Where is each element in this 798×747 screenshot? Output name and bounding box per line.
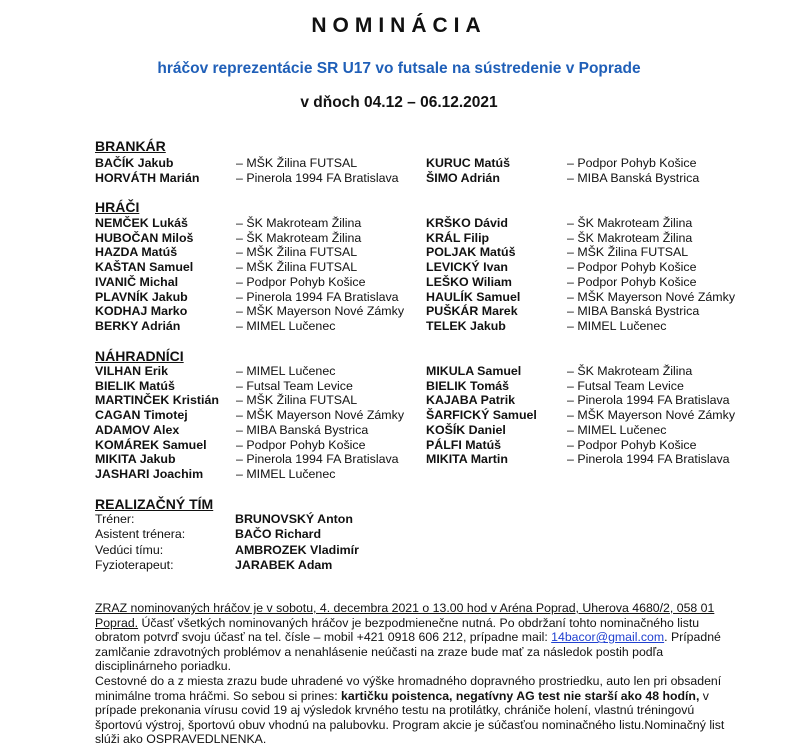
player-name: POLJAK Matúš (426, 245, 516, 260)
document-title: NOMINÁCIA (311, 14, 487, 37)
player-name: ŠARFICKÝ Samuel (426, 408, 537, 423)
player-club: – MIMEL Lučenec (236, 364, 336, 378)
staff-name: JARABEK Adam (235, 557, 333, 572)
player-club: – MIMEL Lučenec (236, 466, 336, 481)
player-name: KOŠÍK Daniel (426, 422, 506, 437)
player-club: – MŠK Mayerson Nové Zámky (236, 304, 405, 319)
staff-name: AMBROZEK Vladimír (235, 542, 359, 557)
player-name: LEŠKO Wiliam (426, 274, 512, 289)
player-name: PÁLFI Matúš (426, 437, 502, 452)
player-name: PUŠKÁR Marek (426, 304, 518, 319)
player-name: KOMÁREK Samuel (95, 437, 207, 452)
player-name: HUBOČAN Miloš (95, 230, 194, 245)
player-club: – MŠK Mayerson Nové Zámky (567, 289, 736, 304)
travel-text: Cestovné do a z miesta zrazu bude uhradené vo výške hromadného dopravného prostriedku, auto len pri obsadení minimálne troma hráčmi. So sebou si prines: (95, 673, 722, 703)
player-club: – Podpor Pohyb Košice (567, 437, 697, 452)
player-name: NEMČEK Lukáš (95, 216, 188, 230)
staff-role: Asistent trénera: (95, 527, 186, 542)
player-club: – MIBA Banská Bystrica (236, 422, 369, 437)
meeting-info: ZRAZ nominovaných hráčov je v sobotu, 4. decembra 2021 o 13.00 hod v Aréna Poprad, Uherova 4680/2, 058 01 Poprad. (95, 601, 715, 630)
staff-role: Fyzioterapeut: (95, 557, 174, 572)
player-club: – MŠK Žilina FUTSAL (567, 245, 689, 260)
player-club: – ŠK Makroteam Žilina (567, 230, 693, 245)
player-name: IVANIČ Michal (95, 274, 179, 289)
section-heading-substitutes: NÁHRADNÍCI (95, 348, 184, 364)
player-club: – Pinerola 1994 FA Bratislava (236, 452, 399, 467)
player-club: – ŠK Makroteam Žilina (236, 230, 362, 245)
player-club: – MIMEL Lučenec (236, 318, 336, 333)
player-club: – Podpor Pohyb Košice (567, 260, 697, 275)
player-name: KRŠKO Dávid (426, 216, 508, 230)
player-club: – Podpor Pohyb Košice (567, 156, 697, 170)
player-name: BERKY Adrián (95, 318, 181, 333)
player-club: – Pinerola 1994 FA Bratislava (567, 452, 730, 467)
instructions-note (95, 601, 735, 747)
document-dates: v dňoch 04.12 – 06.12.2021 (300, 94, 498, 111)
player-club: – ŠK Makroteam Žilina (236, 216, 362, 230)
player-club: – Podpor Pohyb Košice (567, 274, 697, 289)
player-club: – MŠK Žilina FUTSAL (236, 245, 358, 260)
bring-items-rest: v prípade prekonania vírusu covid 19 aj výsledok krvného testu na protilátky, chrániče holení, vlastnú tréningovú športovú výstroj, športovú obuv vhodnú na palubovku. Program akcie je súčasťou nominačného listu.Nominačný list slúži ako OSPRAVEDLNENKA. (95, 688, 725, 747)
player-name: JASHARI Joachim (95, 466, 204, 481)
player-name: BIELIK Matúš (95, 378, 175, 393)
staff-role: Vedúci tímu: (95, 542, 164, 557)
player-name: MIKITA Martin (426, 452, 508, 467)
player-club: – MŠK Mayerson Nové Zámky (567, 408, 736, 423)
player-name: BIELIK Tomáš (426, 378, 510, 393)
player-club: – MIBA Banská Bystrica (567, 304, 700, 319)
player-club: – MIBA Banská Bystrica (567, 170, 700, 185)
player-club: – ŠK Makroteam Žilina (567, 364, 693, 378)
staff-name: BAČO Richard (235, 527, 322, 542)
player-name: CAGAN Timotej (95, 408, 188, 423)
attendance-text: Účasť všetkých nominovaných hráčov je bezpodmienečne nutná. Po obdržaní tohto nominačného listu obratom potvrď svoju účasť na tel. čísle – mobil +421 0918 606 212, prípadne mail: (95, 615, 700, 645)
player-club: – Podpor Pohyb Košice (236, 437, 366, 452)
player-name: PLAVNÍK Jakub (95, 289, 188, 304)
player-club: – Futsal Team Levice (567, 378, 684, 393)
player-name: KRÁL Filip (426, 230, 490, 245)
health-text: . Prípadné zamlčanie zdravotných problémov a nenahlásenie neúčasti na zraze bude mať za následok postih podľa disciplinárneho poriadku. (95, 630, 721, 674)
bring-items-bold: kartičku poistenca, negatívny AG test nie starší ako 48 hodín, (341, 688, 700, 703)
player-name: KURUC Matúš (426, 156, 510, 170)
player-club: – MŠK Žilina FUTSAL (236, 260, 358, 275)
player-club: – MIMEL Lučenec (567, 318, 667, 333)
player-name: KODHAJ Marko (95, 304, 188, 319)
player-club: – Pinerola 1994 FA Bratislava (236, 170, 399, 185)
staff-name: BRUNOVSKÝ Anton (235, 512, 353, 526)
player-name: MIKULA Samuel (426, 364, 522, 378)
player-name: LEVICKÝ Ivan (426, 260, 508, 275)
email-link[interactable]: 14bacor@gmail.com (551, 630, 665, 645)
player-club: – Podpor Pohyb Košice (236, 274, 366, 289)
player-name: ADAMOV Alex (95, 422, 180, 437)
player-name: TELEK Jakub (426, 318, 506, 333)
player-club: – Futsal Team Levice (236, 378, 353, 393)
player-name: HAZDA Matúš (95, 245, 178, 260)
section-heading-players: HRÁČI (95, 199, 140, 215)
staff-role: Tréner: (95, 512, 135, 526)
player-club: – Pinerola 1994 FA Bratislava (236, 289, 399, 304)
player-name: KAŠTAN Samuel (95, 260, 194, 275)
player-club: – ŠK Makroteam Žilina (567, 216, 693, 230)
player-name: MARTINČEK Kristián (95, 393, 219, 408)
player-club: – MŠK Mayerson Nové Zámky (236, 408, 405, 423)
document-subtitle: hráčov reprezentácie SR U17 vo futsale na sústredenie v Poprade (157, 60, 641, 77)
player-name: KAJABA Patrik (426, 393, 516, 408)
player-name: ŠIMO Adrián (426, 170, 500, 185)
player-name: HAULÍK Samuel (426, 289, 521, 304)
player-club: – MIMEL Lučenec (567, 422, 667, 437)
player-name: HORVÁTH Marián (95, 170, 200, 185)
player-club: – MŠK Žilina FUTSAL (236, 156, 358, 170)
player-club: – Pinerola 1994 FA Bratislava (567, 393, 730, 408)
player-name: VILHAN Erik (95, 364, 168, 378)
player-club: – MŠK Žilina FUTSAL (236, 393, 358, 408)
player-name: MIKITA Jakub (95, 452, 176, 467)
section-heading-goalkeepers: BRANKÁR (95, 138, 166, 154)
player-name: BAČÍK Jakub (95, 156, 174, 170)
section-heading-staff: REALIZAČNÝ TÍM (95, 496, 214, 512)
